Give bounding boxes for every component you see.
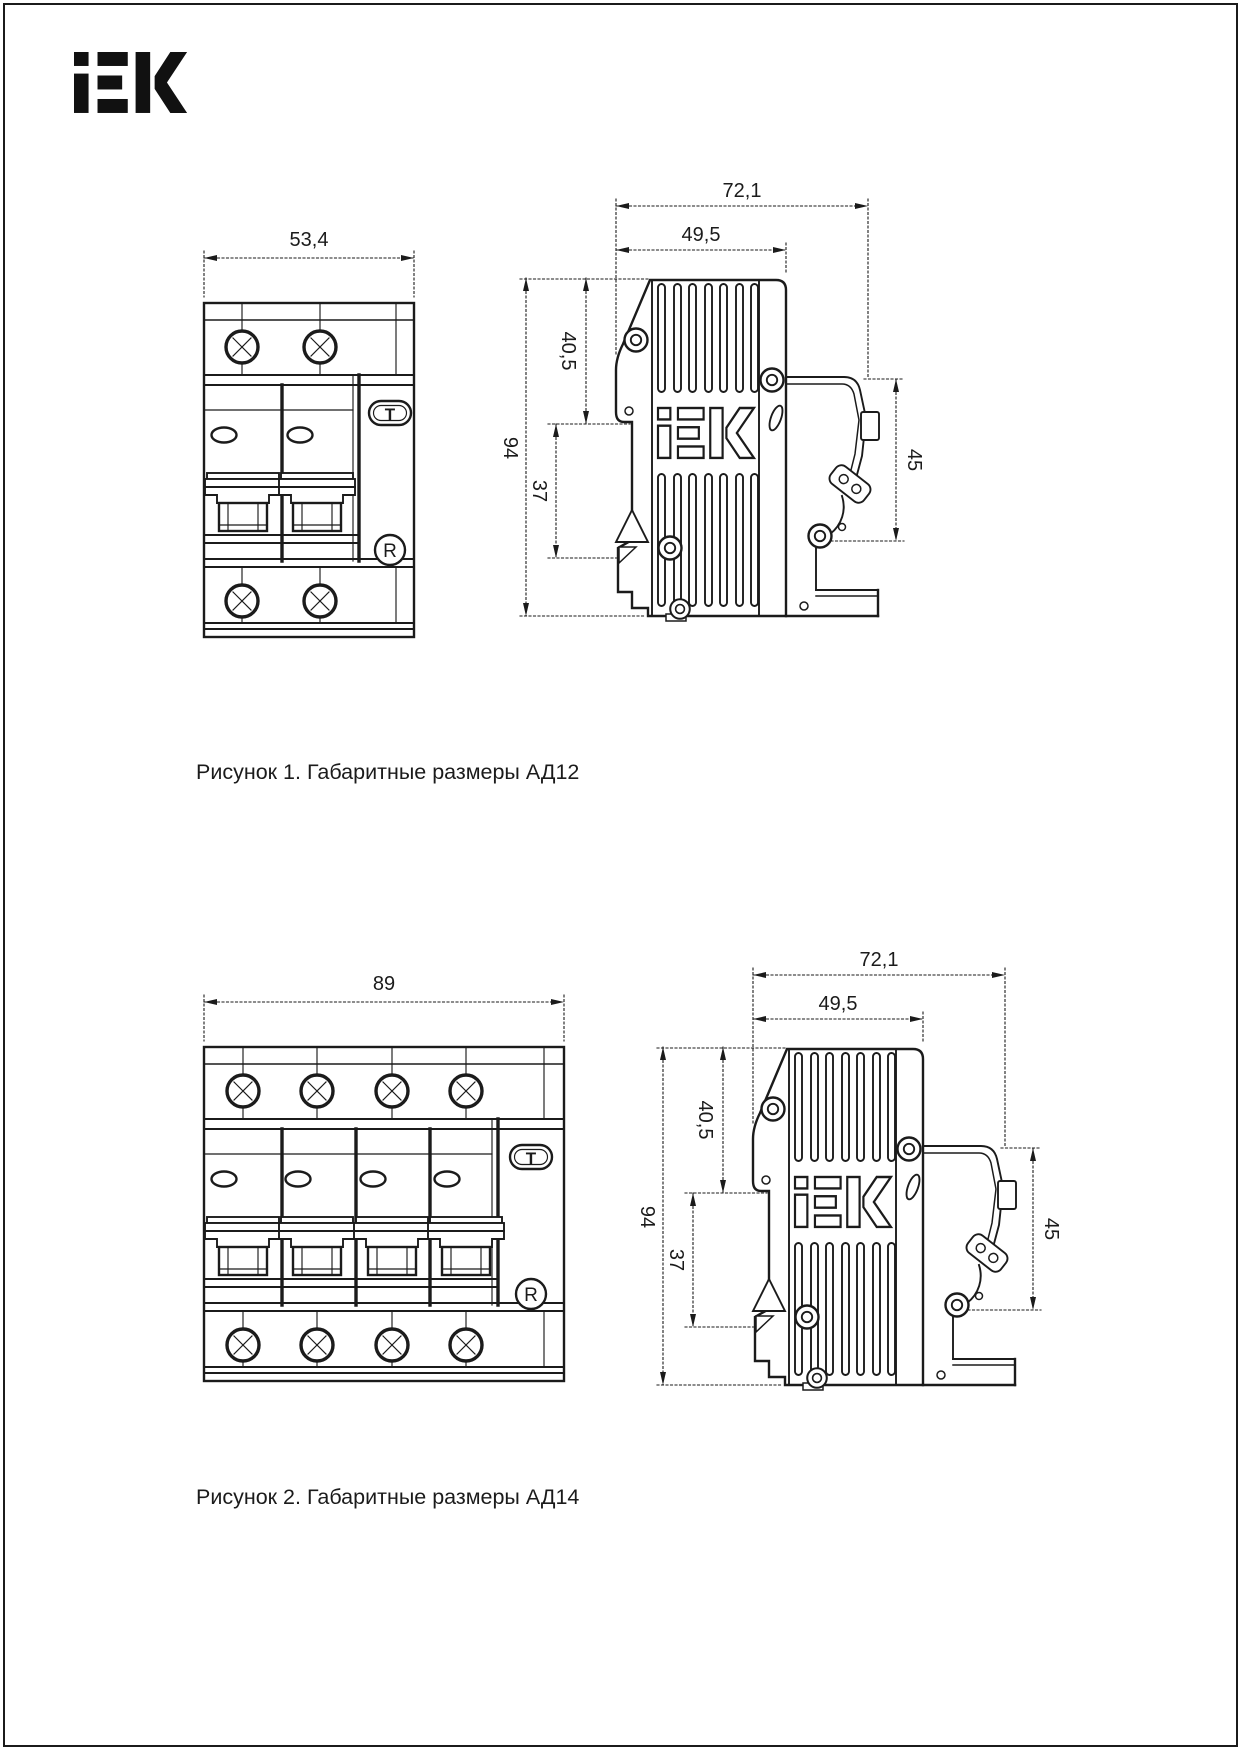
case-screw [670,599,690,619]
case-screw [796,1306,819,1329]
test-button-label: T [384,405,396,424]
dim-label-94: 94 [636,1205,658,1229]
test-button [510,1145,552,1169]
fig2-front-view [196,969,576,1394]
figure1-caption: Рисунок 1. Габаритные размеры АД12 [196,760,580,784]
dim-label-49-5: 49,5 [681,224,721,246]
dim-label-49-5: 49,5 [818,993,858,1015]
reset-marking [516,1279,546,1309]
dim-label-72-1: 72,1 [859,949,899,971]
dim-label-40-5: 40,5 [557,331,579,371]
fig1-front-view [196,225,426,650]
case-screw [946,1294,969,1317]
dim-label-89: 89 [372,973,396,995]
fig1-front-body [204,303,414,637]
case-screw [807,1368,827,1388]
terminal-screw [227,1329,259,1361]
fig1-front-width-dim [204,229,414,297]
indicator-window [361,1172,386,1187]
fig2-side-body [753,1049,1016,1390]
indicator-window [286,1172,311,1187]
case-screw [809,525,832,548]
bottom-terminal [800,590,878,616]
terminal-screw [450,1075,482,1107]
bottom-terminal [937,1359,1015,1385]
fig1-side-body [616,280,879,621]
fig1-dim-din-recess [528,424,628,558]
indicator-window [212,1172,237,1187]
dim-label-37: 37 [665,1248,687,1272]
dim-label-72-1: 72,1 [722,180,762,202]
terminal-screw [304,331,336,363]
fig2-dim-din-recess [665,1193,765,1327]
dim-label-40-5: 40,5 [694,1100,716,1140]
terminal-screw [376,1075,408,1107]
dim-label-45: 45 [1040,1217,1062,1241]
terminal-screw [376,1329,408,1361]
terminal-screw [226,585,258,617]
dim-label-53-4: 53,4 [289,229,329,251]
terminal-screw [304,585,336,617]
terminal-screw [226,331,258,363]
fig2-side-view [635,937,1085,1437]
indicator-window [212,428,237,443]
indicator-window [435,1172,460,1187]
figure2-caption: Рисунок 2. Габаритные размеры АД14 [196,1485,580,1509]
fig1-dim-body-depth [616,224,786,272]
case-screw [761,369,784,392]
fig2-front-width-dim [204,973,564,1041]
dim-label-45: 45 [903,448,925,472]
case-screw [625,329,648,352]
test-button-label: T [525,1149,537,1168]
reset-marking [375,535,405,565]
fig1-side-view [498,168,948,668]
fig2-dim-body-depth [753,993,923,1041]
fig1-dim-terminal-span [822,379,925,541]
terminal-screw [301,1329,333,1361]
lever-flag [827,462,874,505]
terminal-screw [450,1329,482,1361]
reset-marking-label: R [524,1285,538,1306]
fig2-dim-terminal-span [959,1148,1062,1310]
dim-label-94: 94 [499,436,521,460]
iek-logo [72,50,202,122]
case-screw [898,1138,921,1161]
case-screw [762,1098,785,1121]
test-button [369,401,411,425]
indicator-window [288,428,313,443]
dim-label-37: 37 [528,479,550,503]
terminal-screw [227,1075,259,1107]
terminal-screw [301,1075,333,1107]
lever-flag [964,1231,1011,1274]
case-screw [659,537,682,560]
reset-marking-label: R [383,541,397,562]
fig2-front-body [204,1047,564,1381]
